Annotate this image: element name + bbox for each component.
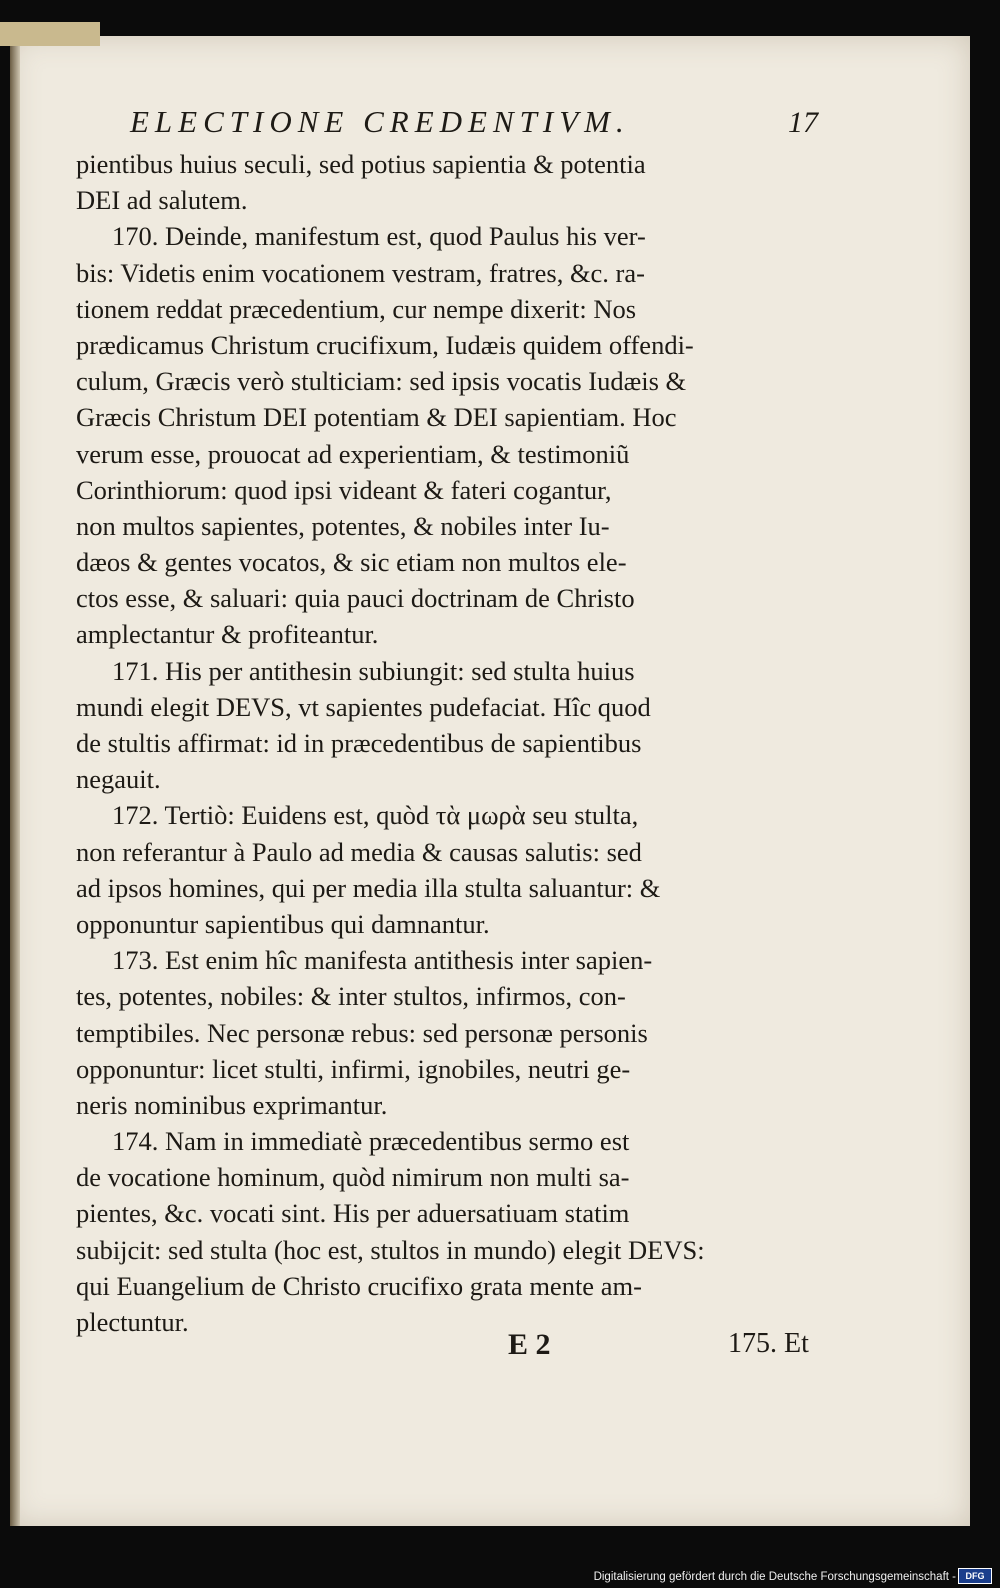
text-line: temptibiles. Nec personæ rebus: sed personæ personis <box>76 1017 648 1048</box>
text-line: qui Euangelium de Christo crucifixo grata mente am- <box>76 1270 642 1301</box>
credit-text: Digitalisierung gefördert durch die Deutsche Forschungsgemeinschaft - <box>593 1571 956 1583</box>
text-line: prædicamus Christum crucifixum, Iudæis quidem offendi- <box>76 329 694 360</box>
text-line: 171. His per antithesin subiungit: sed stulta huius <box>112 655 635 686</box>
text-line: tionem reddat præcedentium, cur nempe dixerit: Nos <box>76 293 637 324</box>
text-line: culum, Græcis verò stulticiam: sed ipsis vocatis Iudæis & <box>76 366 687 397</box>
text-line: plectuntur. <box>76 1307 189 1337</box>
text-line: 174. Nam in immediatè præcedentibus sermo est <box>112 1126 630 1157</box>
text-line: dæos & gentes vocatos, & sic etiam non multos ele- <box>76 547 627 578</box>
text-line: ctos esse, & saluari: quia pauci doctrinam de Christo <box>76 583 635 614</box>
text-line: Græcis Christum DEI potentiam & DEI sapientiam. Hoc <box>76 402 677 433</box>
dfg-logo-icon: DFG <box>958 1568 992 1584</box>
text-line: negauit. <box>76 764 161 795</box>
text-line: de vocatione hominum, quòd nimirum non multi sa- <box>76 1162 630 1193</box>
text-line: pientes, &c. vocati sint. His per aduersatiuam statim <box>76 1198 630 1229</box>
signature-mark: E 2 <box>508 1328 551 1361</box>
text-line: amplectantur & profiteantur. <box>76 619 379 650</box>
text-line: Corinthiorum: quod ipsi videant & fateri cogantur, <box>76 474 612 505</box>
text-line: ad ipsos homines, qui per media illa stulta saluantur: & <box>76 872 661 903</box>
credit-bar <box>0 1564 1000 1588</box>
text-line: DEI ad salutem. <box>76 185 248 216</box>
page-binding-edge <box>10 36 20 1526</box>
text-line: non referantur à Paulo ad media & causas salutis: sed <box>76 836 642 867</box>
text-line: neris nominibus exprimantur. <box>76 1089 388 1120</box>
text-line: opponuntur: licet stulti, infirmi, ignobiles, neutri ge- <box>76 1053 631 1084</box>
body-text <box>76 146 816 1340</box>
text-line: opponuntur sapientibus qui damnantur. <box>76 908 490 939</box>
text-line: non multos sapientes, potentes, & nobiles inter Iu- <box>76 510 610 541</box>
scan-tab <box>0 22 100 46</box>
text-line: 170. Deinde, manifestum est, quod Paulus his ver- <box>112 221 646 252</box>
running-title: ELECTIONE CREDENTIVM. <box>130 104 630 139</box>
book-page <box>10 36 970 1526</box>
catchword: 175. Et <box>728 1328 809 1359</box>
text-line: de stultis affirmat: id in præcedentibus de sapientibus <box>76 728 642 758</box>
text-line: pientibus huius seculi, sed potius sapientia & potentia <box>76 149 646 179</box>
text-line: tes, potentes, nobiles: & inter stultos, infirmos, con- <box>76 981 626 1012</box>
text-line: 173. Est enim hîc manifesta antithesis inter sapien- <box>112 945 653 976</box>
text-line: bis: Videtis enim vocationem vestram, fratres, &c. ra- <box>76 257 645 288</box>
text-line: verum esse, prouocat ad experientiam, & testimoniũ <box>76 438 630 469</box>
page-number: 17 <box>788 106 818 139</box>
text-line: subijcit: sed stulta (hoc est, stultos in mundo) elegit DEVS: <box>76 1234 705 1265</box>
text-line: 172. Tertiò: Euidens est, quòd τὰ μωρὰ seu stulta, <box>112 800 639 831</box>
text-line: mundi elegit DEVS, vt sapientes pudefaciat. Hîc quod <box>76 691 651 722</box>
